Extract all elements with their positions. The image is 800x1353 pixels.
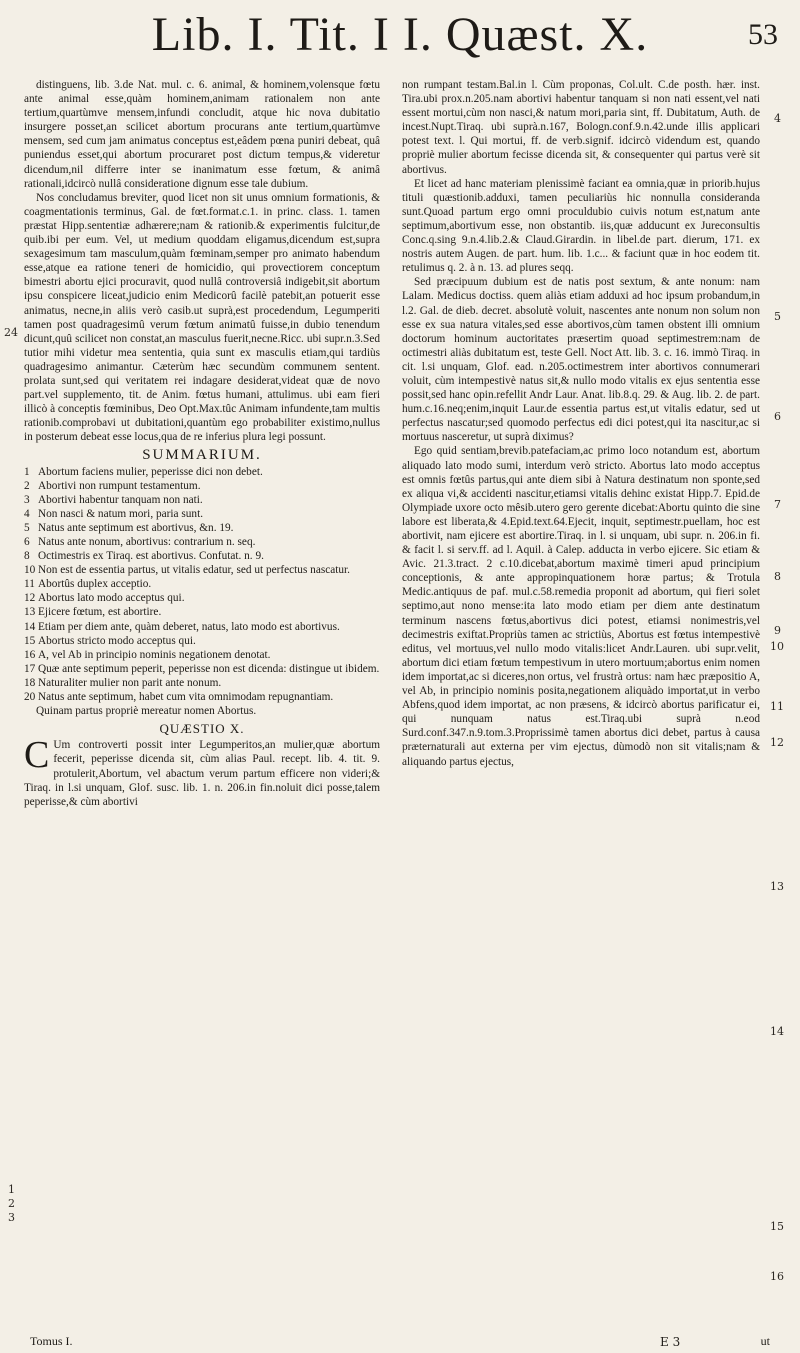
summary-item bbox=[24, 591, 380, 605]
running-title: Lib. I. Tit. I I. Quæst. X. bbox=[151, 8, 649, 61]
summary-text: Naturaliter mulier non parit ante nonum. bbox=[38, 676, 222, 689]
summary-text: Non est de essentia partus, ut vitalis edatur, sed ut perfectus nascatur. bbox=[38, 564, 351, 577]
margin-number: 14 bbox=[770, 1025, 784, 1038]
summary-item bbox=[24, 549, 380, 563]
margin-number: 24 bbox=[4, 326, 18, 339]
summary-text: Natus ante nonum, abortivus: contrarium n. seq. bbox=[38, 536, 256, 548]
margin-number: 15 bbox=[770, 1220, 784, 1233]
margin-number: 9 bbox=[774, 624, 781, 637]
margin-number: 7 bbox=[774, 498, 781, 511]
summary-item bbox=[24, 493, 380, 507]
margin-number: 13 bbox=[770, 880, 784, 893]
summary-text: Abortum faciens mulier, peperisse dici non debet. bbox=[38, 465, 263, 478]
margin-number: 6 bbox=[774, 410, 781, 423]
right-column bbox=[402, 78, 760, 769]
summary-text: Non nasci & natum mori, paria sunt. bbox=[38, 507, 204, 520]
summary-number: 17 bbox=[24, 662, 36, 675]
summary-item bbox=[24, 535, 380, 549]
summary-text: Abortus stricto modo acceptus qui. bbox=[38, 634, 196, 647]
summary-item bbox=[24, 690, 380, 704]
summary-number: 15 bbox=[24, 634, 36, 647]
summary-number: 11 bbox=[24, 578, 35, 591]
summary-number: 2 bbox=[24, 479, 30, 492]
question-heading: QUÆSTIO X. bbox=[159, 721, 245, 737]
summary-text: Natus ante septimum est abortivus, &n. 19. bbox=[38, 521, 234, 534]
summary-item bbox=[24, 676, 380, 690]
summary-number: 20 bbox=[24, 691, 36, 704]
margin-number: 3 bbox=[8, 1211, 15, 1224]
margin-number: 11 bbox=[770, 700, 784, 713]
summary-item bbox=[24, 577, 380, 591]
catchword-right: ut bbox=[760, 1334, 770, 1348]
summary-number: 18 bbox=[24, 676, 36, 689]
margin-number: 16 bbox=[770, 1270, 784, 1283]
paragraph: non rumpant testam.Bal.in l. Cùm proponas, Col.ult. C.de posth. hær. inst. Tira.ubi prox.n.205.nam abortivi habentur tanquam si non nati essent,vel nati essent mortui,cùm non nasci,& natum mori,paria sint, ff. Dubitatum, Auth. de incest.Nupt.Tiraq. ubi suprà.n.167, Bologn.conf.9.n.42.unde illis applicari potest text. l. Qui mortui, ff. de verb.signif. idcircò videndum est, quando propriè mulier abortum fecisse dicenda sit, & consequenter qui partus verè sit abortivus. bbox=[402, 79, 760, 176]
summary-item bbox=[24, 465, 380, 479]
summary-number: 5 bbox=[24, 521, 30, 534]
paragraph: Nos concludamus breviter, quod licet non sit unus omnium formationis, & coagmentationis terminus, Gal. de fœt.format.c.1. in princ. class. 1. tamen præstat Hipp.sententiæ adhærere;nam & rationib.& experimentis fulcitur,de quib.ibi per eum. Vel, ut medium quoddam eligamus,dicendum est,supra sexagesimum tam masculum,quàm fœminam,semper pro animato habendum esse,atque ea ratione teneri de homicidio, qui provectiorem conceptum bimestri abortu ejici procuravit, quod nullâ controversiâ indigebit,sit abortum ipsu conspicere liceat,judicio enim Medicorû facilè patebit,an potuerit esse animatus, necne,in aliis verò casib.ut suprà,est procedendum, Legumperiti tamen post quadragesimû verum fœtum animatû fuisse,in dubio tenendum dicunt,quû scilicet non constat,an masculus fuerit,necne.Ricc. ubi supr.n.3.Sed tutior mihi videtur mea sententia, quia sunt ex masculis etiam,qui tardiùs quadragesimo animantur. Cæterùm hæc secundùm communem sentent. prolata sunt,sed qui veritatem rei indagare desiderat,videat quæ de novo part.vel supplemento, tit. de Anim. fœtus humani, attulimus. ubi eam fieri illicò à conceptis fœminibus, Deo Opt.Max.tûc Animam infundente,tam multis rationib.comprobavi ut dubitationi,quantùm ego probabiliter existimo,nullus in posterum debeat esse locus,qua de re inferius plura legi possunt. bbox=[24, 191, 380, 444]
summary-item bbox=[24, 521, 380, 535]
summary-text: A, vel Ab in principio nominis negationem denotat. bbox=[38, 648, 271, 661]
page-number: 53 bbox=[748, 18, 778, 51]
summary-number: 16 bbox=[24, 648, 36, 661]
margin-number: 5 bbox=[774, 310, 781, 323]
margin-number: 2 bbox=[8, 1197, 15, 1210]
summary-number: 10 bbox=[24, 564, 36, 577]
summary-number: 8 bbox=[24, 550, 30, 563]
summary-text: Abortûs duplex acceptio. bbox=[38, 578, 152, 591]
summary-text: Abortivi non rumpunt testamentum. bbox=[38, 479, 201, 492]
summary-item bbox=[24, 605, 380, 619]
summary-number: 12 bbox=[24, 592, 36, 605]
left-column bbox=[24, 78, 380, 809]
question-text: Um controverti possit inter Legumperitos,an mulier,quæ abortum fecerit, peperisse dicenda sit, cùm alias Paul. recept. lib. 4. tit. 9. protulerit,Abortum, vel abactum verum partum efficere non videri;& Tiraq. in l.si unquam, Glof. susc. lib. 1. n. 206.in fin.noluit dici posse,talem peperisse,& cùm abortivi bbox=[24, 739, 380, 808]
summary-item bbox=[24, 620, 380, 634]
summary-number: 6 bbox=[24, 536, 30, 548]
paragraph: Sed præcipuum dubium est de natis post sextum, & ante nonum: nam Lalam. Medicus doctiss. quem aliàs etiam adduxi ad hoc ipsum probandum,in l.2. Gal. de dieb. decret. absolutè voluit, nascentes ante nonum non solum non esse ex sua natura vitales,sed esse abortivos,cùm tamen obstent illi omnium doctorum hominum auctoritates præsertim quoad septimestrem:nam de octimestri aliàs dubitatum est, teste Gell. Noct Att. lib. 3. c. 16. immò Tiraq. in cit. l.si unquam, Glof. ead. n.205.octimestrem inter abortivos connumerari voluit, cùm intempestivè natus sit,& nullo modo vitalis ex ejus sententia esse possit,sed hanc opin.refellit Andr Laur. Anat. lib.8.q. 29. & Aug. lib. 2. de part. hum.c.16.neq;enim,inquit Laur.de essentia partus est,ut vitalis edatur, sed ut perfectus nascatur;sed quomodo perfectus edi dici potest,qui ita nascitur,ac si mortuus nasceretur, ut suprà diximus? bbox=[402, 276, 760, 444]
summary-number: 1 bbox=[24, 465, 30, 478]
paragraph: distinguens, lib. 3.de Nat. mul. c. 6. animal, & hominem,volensque fœtu ante animal esse,quàm hominem,animam rationalem non ante tertium,quartùmve mensem,infundi concludit, atque hic nova dubitatio insurgere posset,an scilicet abortum procurans ante tertium,quartùmve mensem, sed cum jam animatus conceptus est,eâdem pœna puniri debeat, quâ puniendus esset,qui abortum procuraret post dictum tempus,& videretur dicendum,nil differre inter se inanimatum esse fœtum, & animâ rationali,idcircò nullâ consideratione dignum esse tale dubium. bbox=[24, 79, 380, 190]
summary-item bbox=[24, 479, 380, 493]
summary-number: 13 bbox=[24, 606, 36, 619]
question-paragraph bbox=[24, 734, 380, 808]
summary-list bbox=[24, 465, 380, 705]
question-intro: Quinam partus propriè mereatur nomen Abortus. bbox=[36, 705, 257, 718]
summary-number: 4 bbox=[24, 507, 30, 520]
margin-number: 8 bbox=[774, 570, 781, 583]
summary-item bbox=[24, 507, 380, 521]
summary-text: Octimestris ex Tiraq. est abortivus. Confutat. n. 9. bbox=[38, 550, 264, 563]
summary-text: Abortus lato modo acceptus qui. bbox=[38, 592, 185, 605]
margin-number: 10 bbox=[770, 640, 784, 653]
catchword-left: Tomus I. bbox=[30, 1334, 73, 1348]
paragraph: Ego quid sentiam,brevib.patefaciam,ac primo loco notandum est, abortum aliquado lato modo sumi, interdum verò stricto. Abortus lato modo acceptus est omnis fœtûs partus,qui ante diem sibi à Natura destinatum non sponte,sed ex aliqua vi,& accidenti nascitur,etiamsi vitalis dehinc existat Hipp.7. Epid.de Olympiade uxore octo mêsib.utero gero gerente dicebat:Abortu quinto die sine labore est liberata,& 4.Epid.text.64.Ejecit, inquit, septimestr.puellam, hoc est abortivit, nam ejicere est abortire.Tiraq. in l. si unquam, ubi supr. n. 206.in fi. & facit l. si serv.ff. ad l. Aquil. à Calep. adducta in verbo ejicere. Sic etiam & Avic. 21.3.tract. 2 c.10.dicebat,abortum maximè timeri apud principium conceptionis, & ante appropinquationem horæ partus; & Trotula Medic.antiquus de paf. mul.c.58.remedia proponit ad abortum, qui fieri solet septimo,aut nono mense:ita lato modo etiam per diem ante destinatum terminum nascens fœtus,abortivus dici potest, etiamsi nonimestris,vel decimestris exiftat.Propriùs tamen ac strictiùs, Abortus est fœtus intempestivè editus, vel mortuus,vel nullo modo vitalis:licet Andr.Lauren. ubi supr.velit, abortum dici etiam fœtum tempestivum in utero mortuum;abortus enim nomen idem importat,ac si diceres,non ortus, vel frustrà ortus: nam hæc præpositio A, vel Ab, in principio nominis posita,negationem aliquàdo importat,ut in verbo Abfens,quod idem importat, ac non præsens, & idcircò abortus parificatur ei, qui nunquam natus est.Tiraq.ubi suprà n.eod Surd.conf.347.n.9.tom.3.Proprissimè tamen abortus dici debet, partus à causa præternaturali aut externa per vim ejectus, dùmodò non sit vitalis;nam & aliquando partus ejectus, bbox=[402, 445, 760, 768]
margin-number: 12 bbox=[770, 736, 784, 749]
margin-number: 4 bbox=[774, 112, 781, 125]
paragraph: Et licet ad hanc materiam plenissimè faciant ea omnia,quæ in priorib.hujus tituli quæstionib.adduxi, tamen peculiariùs hic nonnulla consideranda sunt.Quoad partum ergo omni proculdubio cuivis notum est,natum ante septimum,abortivum esse, non obstantib. iis,quæ adducunt ex Jureconsultis Conc.q.sing 9.n.4.lib.2.& Claud.Girardin. in libel.de part. dierum, 171. ex nostris autem Augen. de part. hum. lib. 1.c... & faciunt quæ in hoc eodem tit. retulimus q. 2. à n. 13. ad plures seqq. bbox=[402, 177, 760, 275]
drop-cap: C bbox=[24, 734, 50, 777]
summary-item bbox=[24, 634, 380, 648]
summary-item bbox=[24, 563, 380, 577]
summary-text: Natus ante septimum, habet cum vita omnimodam repugnantiam. bbox=[38, 691, 334, 704]
summary-number: 14 bbox=[24, 620, 36, 633]
summary-text: Abortivi habentur tanquam non nati. bbox=[38, 493, 203, 506]
summary-text: Ejicere fœtum, est abortire. bbox=[38, 606, 162, 619]
summary-number: 3 bbox=[24, 493, 30, 506]
summary-text: Quæ ante septimum peperit, peperisse non est dicenda: distingue ut ibidem. bbox=[38, 662, 380, 675]
signature-mark: E 3 bbox=[660, 1335, 681, 1349]
summary-text: Etiam per diem ante, quàm deberet, natus, lato modo est abortivus. bbox=[38, 620, 340, 633]
summary-title: SUMMARIUM. bbox=[142, 447, 262, 464]
margin-number: 1 bbox=[8, 1183, 15, 1196]
summary-item bbox=[24, 648, 380, 662]
summary-item bbox=[24, 662, 380, 676]
